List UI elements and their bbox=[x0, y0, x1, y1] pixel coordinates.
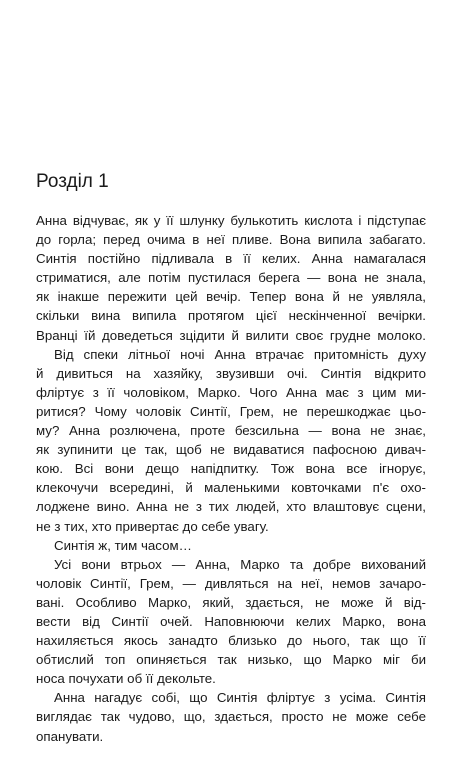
text-line: чоловік Синтії, Грем, — дивляться на неї, немов зачаро- bbox=[36, 575, 426, 591]
text-line: Анна нагадує собі, що Синтія фліртує з усіма. Синтія bbox=[54, 690, 426, 706]
text-line: му? Анна розлючена, проте безсильна — вона не знає, bbox=[36, 423, 426, 439]
text-line: ритися? Чому чоловік Синтії, Грем, не перешкоджає цьо- bbox=[36, 403, 426, 419]
paragraph-1 bbox=[36, 211, 426, 345]
text-line: кою. Всі вони дещо напідпитку. Тож вона все ігнорує, bbox=[36, 461, 426, 477]
text-line: лоджене вино. Анна не з тих людей, хто влаштовує сцени, bbox=[36, 499, 426, 515]
text-line: обтислий топ опиняється так низько, що Марко міг би bbox=[36, 652, 426, 668]
text-line: не з тих, хто привертає до себе увагу. bbox=[36, 518, 269, 534]
text-line: як зупинити це так, щоб не видаватися пафосною дивач- bbox=[36, 442, 426, 458]
text-line: Синтія ж, тим часом… bbox=[54, 537, 192, 553]
text-line: й дивиться на хазяйку, звузивши очі. Синтія відкрито bbox=[36, 365, 426, 381]
text-line: опанувати. bbox=[36, 728, 104, 744]
text-line: скільки вина випила протягом цієї нескінченної вечірки. bbox=[36, 308, 426, 324]
paragraph-4 bbox=[36, 555, 426, 689]
text-line: Усі вони втрьох — Анна, Марко та добре вихований bbox=[54, 556, 426, 572]
paragraph-2 bbox=[36, 345, 426, 536]
text-line: виглядає так чудово, що, здається, просто не може себе bbox=[36, 709, 426, 725]
text-line: вані. Особливо Марко, який, здається, не може й від- bbox=[36, 594, 426, 610]
text-line: стриматися, але потім пустилася берега — вона не знала, bbox=[36, 270, 426, 286]
text-line: вести від Синтії очей. Наповнюючи келих Марко, вона bbox=[36, 613, 426, 629]
text-line: Від спеки літньої ночі Анна втрачає притомність духу bbox=[54, 346, 426, 362]
paragraph-3 bbox=[36, 536, 426, 555]
paragraph-5 bbox=[36, 688, 426, 745]
text-line: фліртує з її чоловіком, Марко. Чого Анна має з цим ми- bbox=[36, 384, 426, 400]
text-line: Вранці їй доведеться зцідити й вилити своє грудне молоко. bbox=[36, 327, 426, 343]
chapter-title: Розділ 1 bbox=[36, 171, 109, 192]
text-line: до горла; перед очима в неї пливе. Вона випила забагато. bbox=[36, 232, 426, 248]
text-line: клекочучи всередині, й маленькими ковточками п'є охо- bbox=[36, 480, 426, 496]
text-line: Анна відчуває, як у її шлунку булькотить кислота і підступає bbox=[36, 213, 426, 228]
text-line: нахиляється якось занадто близько до нього, так що її bbox=[36, 633, 426, 649]
text-line: як інакше пережити цей вечір. Тепер вона й не уявляла, bbox=[36, 289, 426, 305]
text-line: носа почухати об її декольте. bbox=[36, 671, 216, 687]
text-line: Синтія постійно підливала в її келих. Анна намагалася bbox=[36, 251, 426, 267]
chapter-body bbox=[36, 211, 426, 746]
